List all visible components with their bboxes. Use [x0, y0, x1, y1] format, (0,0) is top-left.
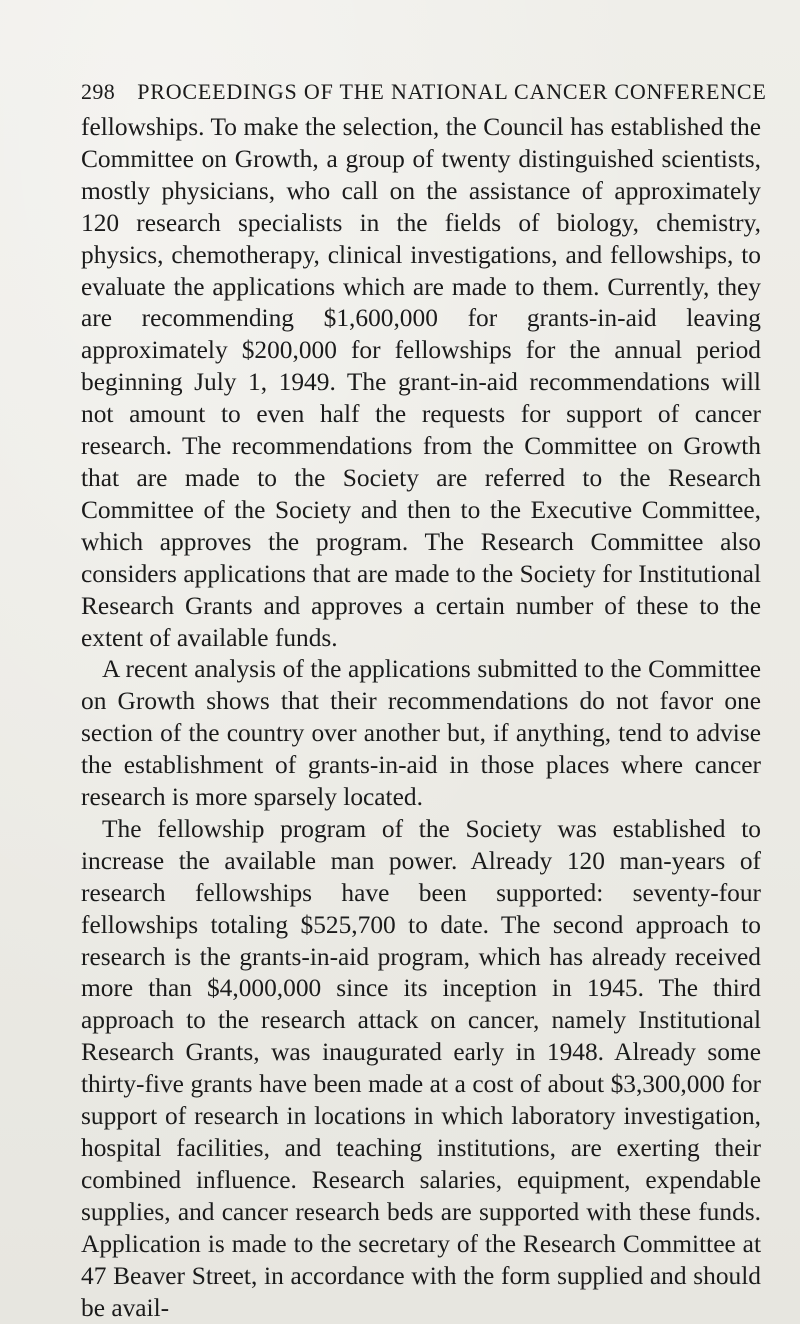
paragraph-2: A recent analysis of the applications submitted to the Committee on Growth shows that their recommendations do not favor one section of the country over another but, if anything, tend to advise the establishment of grants-in-aid in those places where cancer research is more sparsely located.	[81, 655, 761, 812]
paragraph-3: The fellowship program of the Society was established to increase the available man power. Already 120 man-years of research fellowships have been supported: seventy-four fellowships totaling $525,700 to date. The second approach to research is the grants-in-aid program, which has already received more than $4,000,000 since its inception in 1945. The third approach to the research attack on cancer, namely Institutional Research Grants, was inaugurated early in 1948. Already some thirty-five grants have been made at a cost of about $3,300,000 for support of research in locations in which laboratory investigation, hospital facilities, and teaching institutions, are exerting their combined influence. Research salaries, equipment, expendable supplies, and cancer research beds are supported with these funds. Application is made to the secretary of the Research Committee at 47 Beaver Street, in accordance with the form supplied and should be avail-	[81, 814, 761, 1322]
body-text	[81, 112, 761, 1324]
paragraph-1: fellowships. To make the selection, the Council has established the Committee on Growth, a group of twenty distinguished scientists, mostly physicians, who call on the assistance of approximately 120 research specialists in the fields of biology, chemistry, physics, chemotherapy, clinical investigations, and fellowships, to evaluate the applications which are made to them. Currently, they are recommending $1,600,000 for grants-in-aid leaving approximately $200,000 for fellowships for the annual period beginning July 1, 1949. The grant-in-aid recommendations will not amount to even half the requests for support of cancer research. The recommendations from the Committee on Growth that are made to the Society are referred to the Research Committee of the Society and then to the Executive Committee, which approves the program. The Research Committee also considers applications that are made to the Society for Institutional Research Grants and approves a certain number of these to the extent of available funds.	[81, 113, 761, 652]
page-number: 298	[81, 79, 116, 104]
page-header	[81, 79, 767, 105]
running-title: PROCEEDINGS OF THE NATIONAL CANCER CONFERENCE	[137, 79, 767, 104]
